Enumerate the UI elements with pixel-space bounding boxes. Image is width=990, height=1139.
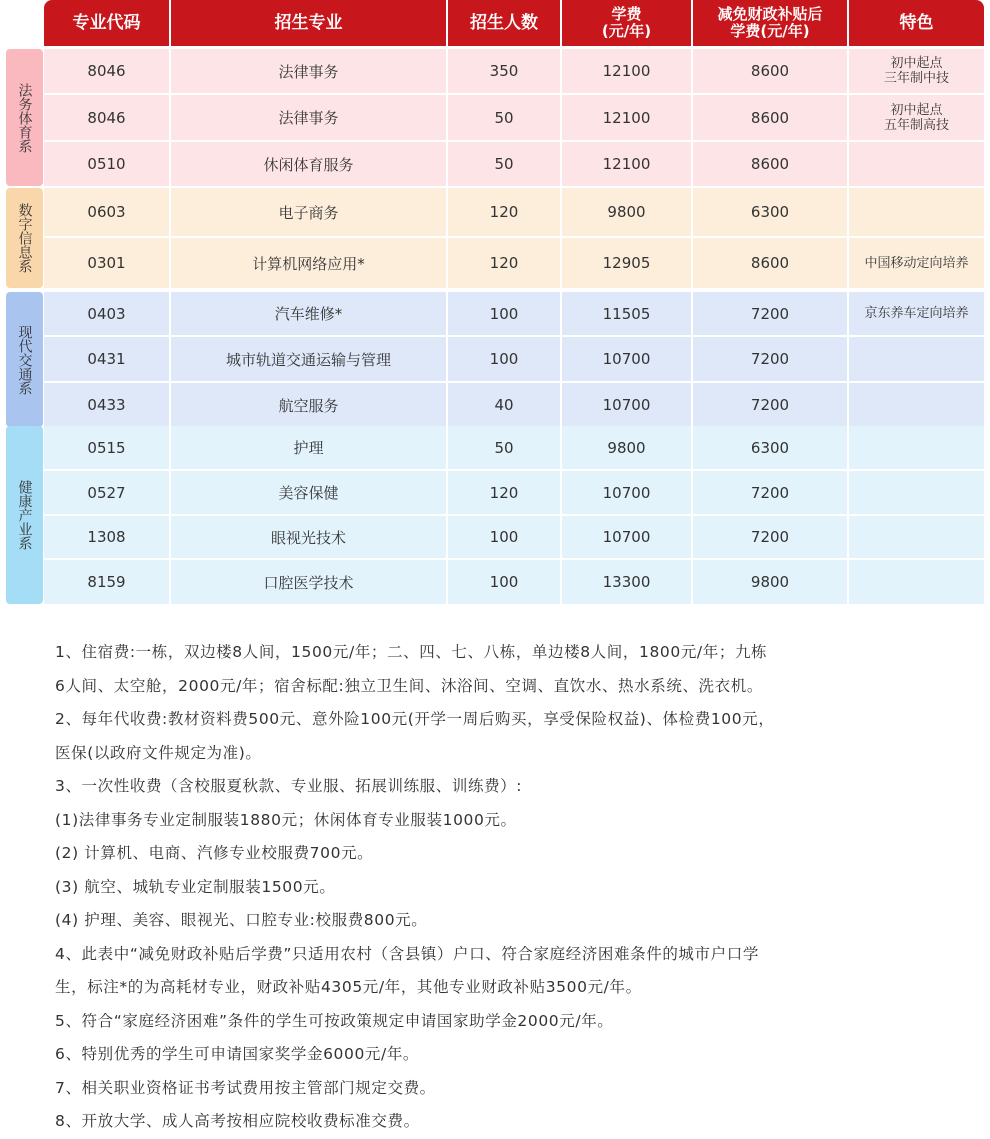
note-line: (1)法律事务专业定制服装1880元；休闲体育专业服装1000元。 bbox=[55, 810, 517, 829]
header-label: 招生人数 bbox=[470, 13, 538, 33]
note-line: 7、相关职业资格证书考试费用按主管部门规定交费。 bbox=[55, 1078, 436, 1097]
cell-code: 0301 bbox=[44, 238, 169, 288]
department-label bbox=[6, 426, 43, 604]
department-name: 健康产业系 bbox=[16, 480, 33, 550]
cell-fee: 12905 bbox=[562, 238, 691, 288]
note-line: 2、每年代收费:教材资料费500元、意外险100元(开学一周后购买，享受保险权益)、体检费100元， bbox=[55, 710, 775, 728]
cell-major: 口腔医学技术 bbox=[171, 560, 446, 604]
cell-reduced: 7200 bbox=[693, 292, 847, 335]
cell-code: 0603 bbox=[44, 188, 169, 236]
cell-fee: 12100 bbox=[562, 95, 691, 140]
department-label bbox=[6, 188, 43, 288]
cell-major: 休闲体育服务 bbox=[171, 142, 446, 186]
cell-code: 0515 bbox=[44, 426, 169, 469]
cell-count: 100 bbox=[448, 337, 560, 381]
note-line: 5、符合“家庭经济困难”条件的学生可按政策规定申请国家助学金2000元/年。 bbox=[55, 1011, 614, 1030]
cell-fee: 9800 bbox=[562, 426, 691, 469]
cell-reduced: 9800 bbox=[693, 560, 847, 604]
note-line: 3、一次性收费（含校服夏秋款、专业服、拓展训练服、训练费）: bbox=[55, 777, 523, 795]
cell-code: 0510 bbox=[44, 142, 169, 186]
note-line: 医保(以政府文件规定为准)。 bbox=[55, 743, 262, 762]
note-line: 6人间、太空舱，2000元/年；宿舍标配:独立卫生间、沐浴间、空调、直饮水、热水系统、洗衣机。 bbox=[55, 676, 763, 695]
cell-fee: 11505 bbox=[562, 292, 691, 335]
cell-reduced: 8600 bbox=[693, 142, 847, 186]
cell-feature bbox=[849, 383, 984, 427]
cell-count: 120 bbox=[448, 471, 560, 514]
cell-count: 50 bbox=[448, 426, 560, 469]
count-header bbox=[448, 0, 560, 46]
cell-count: 100 bbox=[448, 292, 560, 335]
department-label bbox=[6, 292, 43, 427]
cell-count: 350 bbox=[448, 49, 560, 93]
cell-count: 50 bbox=[448, 142, 560, 186]
note-line: 8、开放大学、成人高考按相应院校收费标准交费。 bbox=[55, 1112, 420, 1130]
cell-count: 120 bbox=[448, 188, 560, 236]
cell-feature: 京东养车定向培养 bbox=[849, 292, 984, 335]
header-label: 减免财政补贴后 学费(元/年) bbox=[717, 5, 823, 40]
header-label: 专业代码 bbox=[72, 13, 141, 33]
cell-fee: 10700 bbox=[562, 516, 691, 558]
header-label: 学费 (元/年) bbox=[601, 5, 652, 40]
cell-feature: 中国移动定向培养 bbox=[849, 238, 984, 288]
note-line: (4) 护理、美容、眼视光、口腔专业:校服费800元。 bbox=[55, 911, 428, 929]
cell-fee: 10700 bbox=[562, 383, 691, 427]
cell-reduced: 6300 bbox=[693, 188, 847, 236]
notes-section bbox=[55, 636, 975, 1139]
cell-feature bbox=[849, 142, 984, 186]
cell-feature bbox=[849, 188, 984, 236]
note-line: (2) 计算机、电商、汽修专业校服费700元。 bbox=[55, 844, 374, 862]
cell-reduced: 7200 bbox=[693, 516, 847, 558]
reduced-fee-header bbox=[693, 0, 847, 46]
cell-code: 1308 bbox=[44, 516, 169, 558]
cell-reduced: 7200 bbox=[693, 383, 847, 427]
cell-major: 城市轨道交通运输与管理 bbox=[171, 337, 446, 381]
department-label bbox=[6, 49, 43, 186]
cell-reduced: 8600 bbox=[693, 238, 847, 288]
cell-major: 航空服务 bbox=[171, 383, 446, 427]
cell-code: 0527 bbox=[44, 471, 169, 514]
cell-feature: 初中起点 五年制高技 bbox=[849, 95, 984, 140]
header-label: 招生专业 bbox=[274, 13, 343, 33]
department-name: 现代交通系 bbox=[16, 324, 33, 395]
department-name: 法务体育系 bbox=[16, 82, 33, 153]
cell-fee: 12100 bbox=[562, 142, 691, 186]
cell-code: 0431 bbox=[44, 337, 169, 381]
cell-major: 护理 bbox=[171, 426, 446, 469]
cell-feature bbox=[849, 426, 984, 469]
feature-header bbox=[849, 0, 984, 46]
cell-reduced: 6300 bbox=[693, 426, 847, 469]
cell-count: 100 bbox=[448, 560, 560, 604]
cell-feature bbox=[849, 516, 984, 558]
cell-code: 0403 bbox=[44, 292, 169, 335]
fee-header bbox=[562, 0, 691, 46]
cell-count: 50 bbox=[448, 95, 560, 140]
cell-fee: 13300 bbox=[562, 560, 691, 604]
cell-fee: 10700 bbox=[562, 471, 691, 514]
cell-feature bbox=[849, 560, 984, 604]
cell-major: 法律事务 bbox=[171, 95, 446, 140]
department-name: 数字信息系 bbox=[16, 203, 33, 273]
cell-feature: 初中起点 三年制中技 bbox=[849, 49, 984, 93]
cell-feature bbox=[849, 471, 984, 514]
cell-major: 电子商务 bbox=[171, 188, 446, 236]
cell-feature bbox=[849, 337, 984, 381]
code-header bbox=[44, 0, 169, 46]
note-line: 6、特别优秀的学生可申请国家奖学金6000元/年。 bbox=[55, 1045, 420, 1063]
cell-reduced: 8600 bbox=[693, 49, 847, 93]
note-line: 生，标注*的为高耗材专业，财政补贴4305元/年，其他专业财政补贴3500元/年。 bbox=[55, 978, 642, 996]
cell-major: 眼视光技术 bbox=[171, 516, 446, 558]
cell-code: 8159 bbox=[44, 560, 169, 604]
header-label: 特色 bbox=[899, 13, 934, 33]
cell-code: 8046 bbox=[44, 49, 169, 93]
cell-count: 100 bbox=[448, 516, 560, 558]
note-line: (3) 航空、城轨专业定制服装1500元。 bbox=[55, 877, 336, 896]
note-line: 4、此表中“减免财政补贴后学费”只适用农村（含县镇）户口、符合家庭经济困难条件的城市户口学 bbox=[55, 944, 759, 963]
cell-major: 法律事务 bbox=[171, 49, 446, 93]
cell-reduced: 8600 bbox=[693, 95, 847, 140]
cell-major: 计算机网络应用* bbox=[171, 238, 446, 288]
cell-count: 120 bbox=[448, 238, 560, 288]
major-header bbox=[171, 0, 446, 46]
cell-code: 8046 bbox=[44, 95, 169, 140]
cell-fee: 10700 bbox=[562, 337, 691, 381]
cell-code: 0433 bbox=[44, 383, 169, 427]
cell-major: 汽车维修* bbox=[171, 292, 446, 335]
cell-reduced: 7200 bbox=[693, 471, 847, 514]
note-line: 1、住宿费:一栋，双边楼8人间，1500元/年；二、四、七、八栋，单边楼8人间，1800元/年；九栋 bbox=[55, 643, 768, 661]
cell-fee: 9800 bbox=[562, 188, 691, 236]
cell-reduced: 7200 bbox=[693, 337, 847, 381]
cell-fee: 12100 bbox=[562, 49, 691, 93]
cell-count: 40 bbox=[448, 383, 560, 427]
cell-major: 美容保健 bbox=[171, 471, 446, 514]
